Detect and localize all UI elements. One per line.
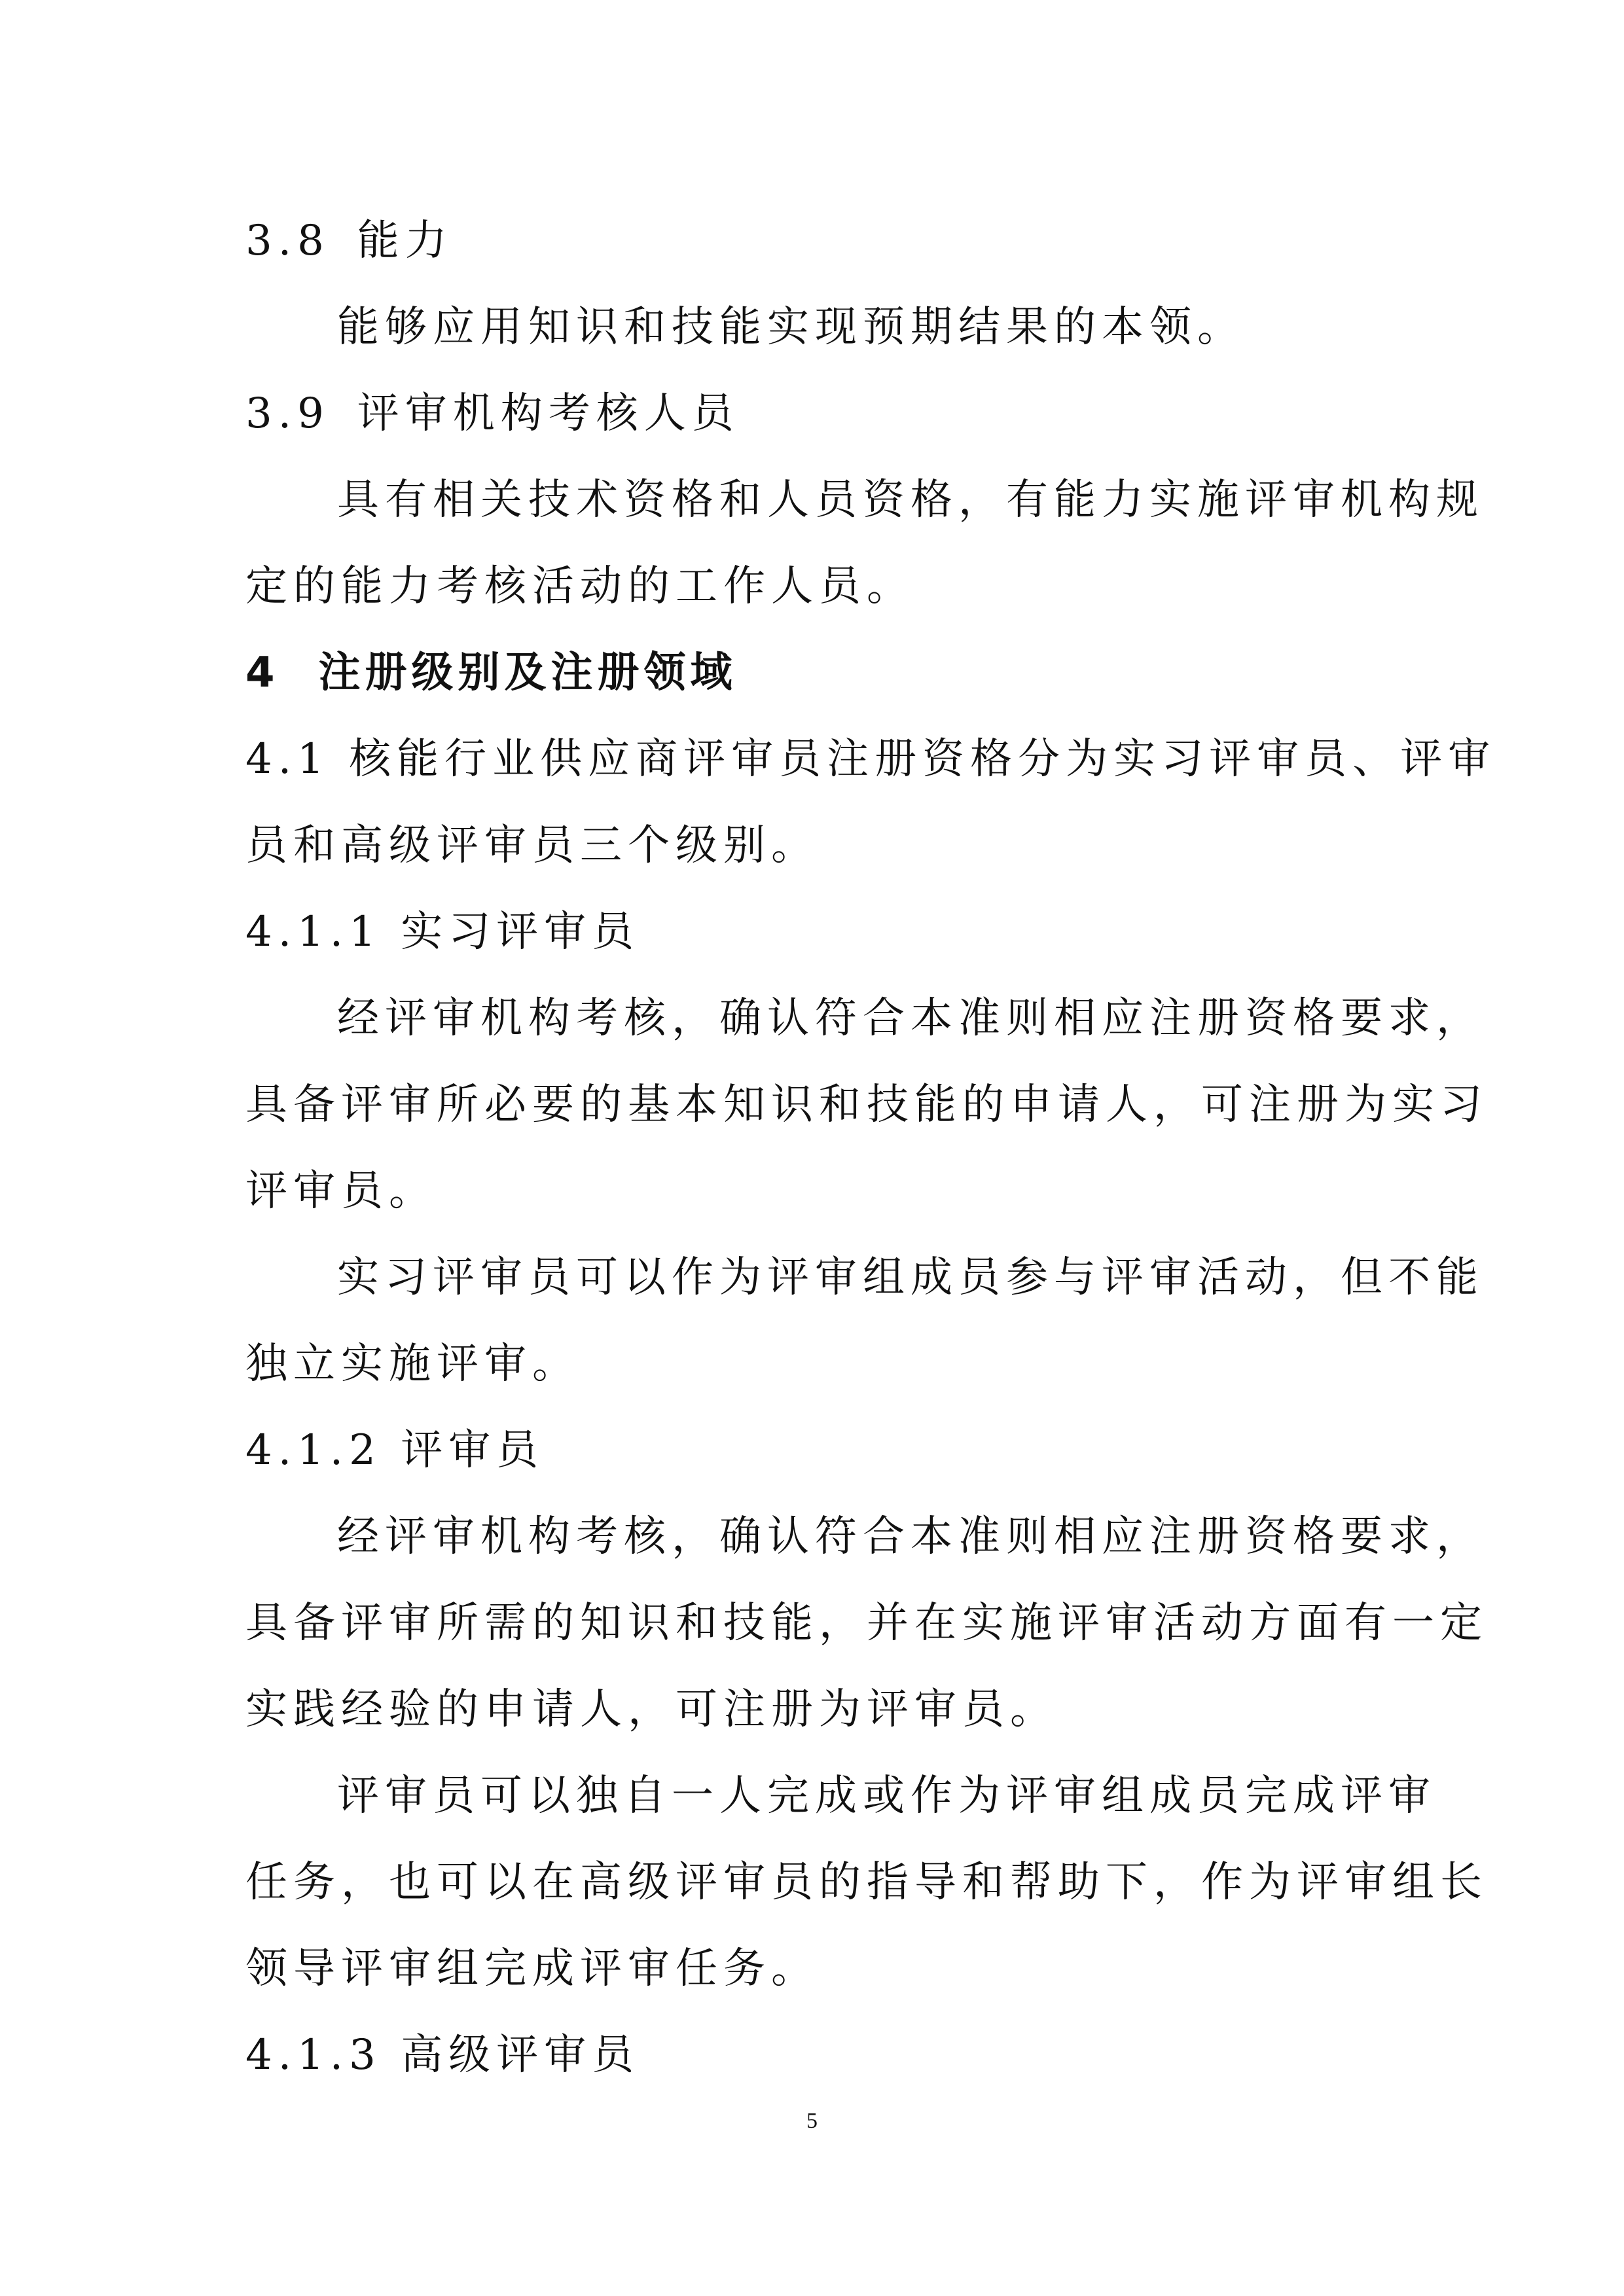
section-3-8-heading [245,217,453,265]
paragraph-line: 实习评审员可以作为评审组成员参与评审活动，但不能 [337,1253,1484,1302]
paragraph-line: 经评审机构考核，确认符合本准则相应注册资格要求， [337,994,1484,1043]
section-3-9-heading [245,389,740,438]
paragraph-line: 定的能力考核活动的工作人员。 [245,562,914,611]
paragraph-line: 评审员可以独自一人完成或作为评审组成员完成评审 [337,1772,1436,1820]
section-title: 能力 [357,217,453,265]
paragraph-line: 具备评审所必要的基本知识和技能的申请人，可注册为实习 [245,1081,1488,1129]
paragraph-line: 实践经验的申请人，可注册为评审员。 [245,1685,1058,1734]
paragraph-line: 具备评审所需的知识和技能，并在实施评审活动方面有一定 [245,1599,1488,1647]
paragraph-line: 具有相关技术资格和人员资格，有能力实施评审机构规 [337,476,1484,524]
paragraph-line: 能够应用知识和技能实现预期结果的本领。 [337,303,1245,351]
section-4-1-1-heading: 4.1.1 实习评审员 [245,908,640,956]
section-title: 评审机构考核人员 [357,389,740,438]
paragraph-line: 领导评审组完成评审任务。 [245,1945,819,1993]
page-number: 5 [806,2109,818,2133]
section-number: 4 [245,649,280,697]
section-number: 3.9 [245,389,330,438]
paragraph-line: 评审员。 [245,1167,437,1215]
paragraph-line: 经评审机构考核，确认符合本准则相应注册资格要求， [337,1513,1484,1561]
paragraph-line: 4.1 核能行业供应商评审员注册资格分为实习评审员、评审 [245,735,1496,783]
section-4-1-2-heading: 4.1.2 评审员 [245,1426,545,1475]
paragraph-line: 员和高级评审员三个级别。 [245,821,819,870]
section-4-heading [245,649,737,697]
paragraph-line: 任务，也可以在高级评审员的指导和帮助下，作为评审组长 [245,1858,1488,1907]
section-number: 3.8 [245,217,330,265]
paragraph-line: 独立实施评审。 [245,1340,580,1388]
section-4-1-3-heading: 4.1.3 高级评审员 [245,2031,640,2079]
section-title: 注册级别及注册领域 [318,649,737,697]
